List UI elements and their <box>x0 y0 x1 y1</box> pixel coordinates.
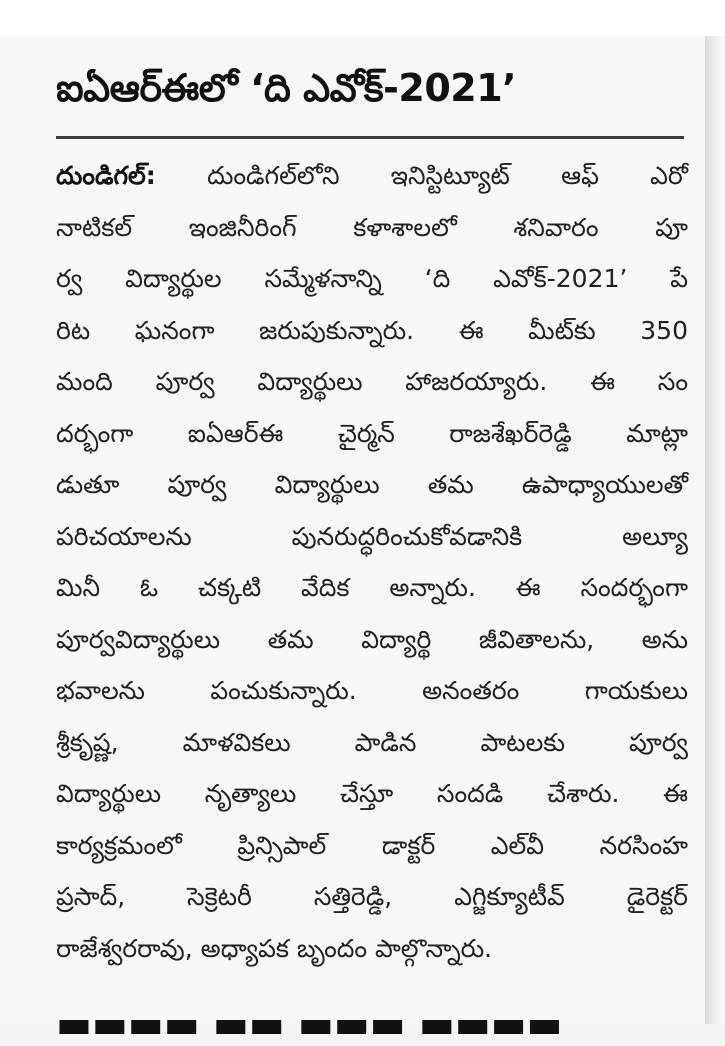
article-line: నాటికల్ ఇంజినీరింగ్ కళాశాలలో శనివారం పూ <box>56 212 688 242</box>
article-line: దర్భంగా ఐఏఆర్ఈ చైర్మన్ రాజశేఖర్‌రెడ్డి మాట్లా <box>56 418 688 448</box>
article-line: డుతూ పూర్వ విద్యార్థులు తమ ఉపాధ్యాయులతో <box>56 470 688 499</box>
headline-rule <box>56 136 684 139</box>
top-strip <box>0 0 725 36</box>
headline: ఐఏఆర్ఈలో ‘ది ఎవోక్-2021’ <box>56 66 517 110</box>
article-line: పరిచయాలను పునరుద్ధరించుకోవడానికి అల్యూ <box>56 521 688 551</box>
article-line: భవాలను పంచుకున్నారు. అనంతరం గాయకులు <box>56 676 688 705</box>
article-line-text: దుండిగల్‌లోని ఇనిస్టిట్యూట్ ఆఫ్ ఎరో <box>155 161 688 190</box>
article-line: మంది పూర్వ విద్యార్థులు హాజరయ్యారు. ఈ సం <box>56 367 688 396</box>
cropped-headline-fragment: ▬▬▬▬ ▬▬ ▬▬▬ ▬▬▬▬ <box>56 1002 563 1046</box>
article-line: శ్రీకృష్ణ, మాళవికలు పాడిన పాటలకు పూర్వ <box>56 727 688 757</box>
article-line: కార్యక్రమంలో ప్రిన్సిపాల్ డాక్టర్ ఎల్‌వీ నరసింహ <box>56 830 688 860</box>
article-line: విద్యార్థులు నృత్యాలు చేస్తూ సందడి చేశారు. ఈ <box>56 779 688 808</box>
article-line: రిట ఘనంగా జరుపుకున్నారు. ఈ మీట్‌కు 350 <box>56 315 688 345</box>
article-line: ర్వ విద్యార్థుల సమ్మేళనాన్ని ‘ది ఎవోక్-2021’ పే <box>56 264 688 293</box>
article-body <box>56 150 688 974</box>
next-article-headline-cropped <box>56 1002 656 1046</box>
article-line: ప్రసాద్, సెక్రెటరీ సత్తిరెడ్డి, ఎగ్జిక్యూటీవ్ డైరెక్టర్ <box>56 882 688 911</box>
article-line: పూర్వవిద్యార్థులు తమ విద్యార్థి జీవితాలను, అను <box>56 624 688 654</box>
page-edge-shadow <box>705 36 725 1024</box>
article-line: రాజేశ్వరరావు, అధ్యాపక బృందం పాల్గొన్నారు. <box>56 933 493 963</box>
article-line <box>56 150 688 202</box>
dateline: దుండిగల్: <box>56 161 156 190</box>
article-line: మినీ ఓ చక్కటి వేదిక అన్నారు. ఈ సందర్భంగా <box>56 573 688 602</box>
